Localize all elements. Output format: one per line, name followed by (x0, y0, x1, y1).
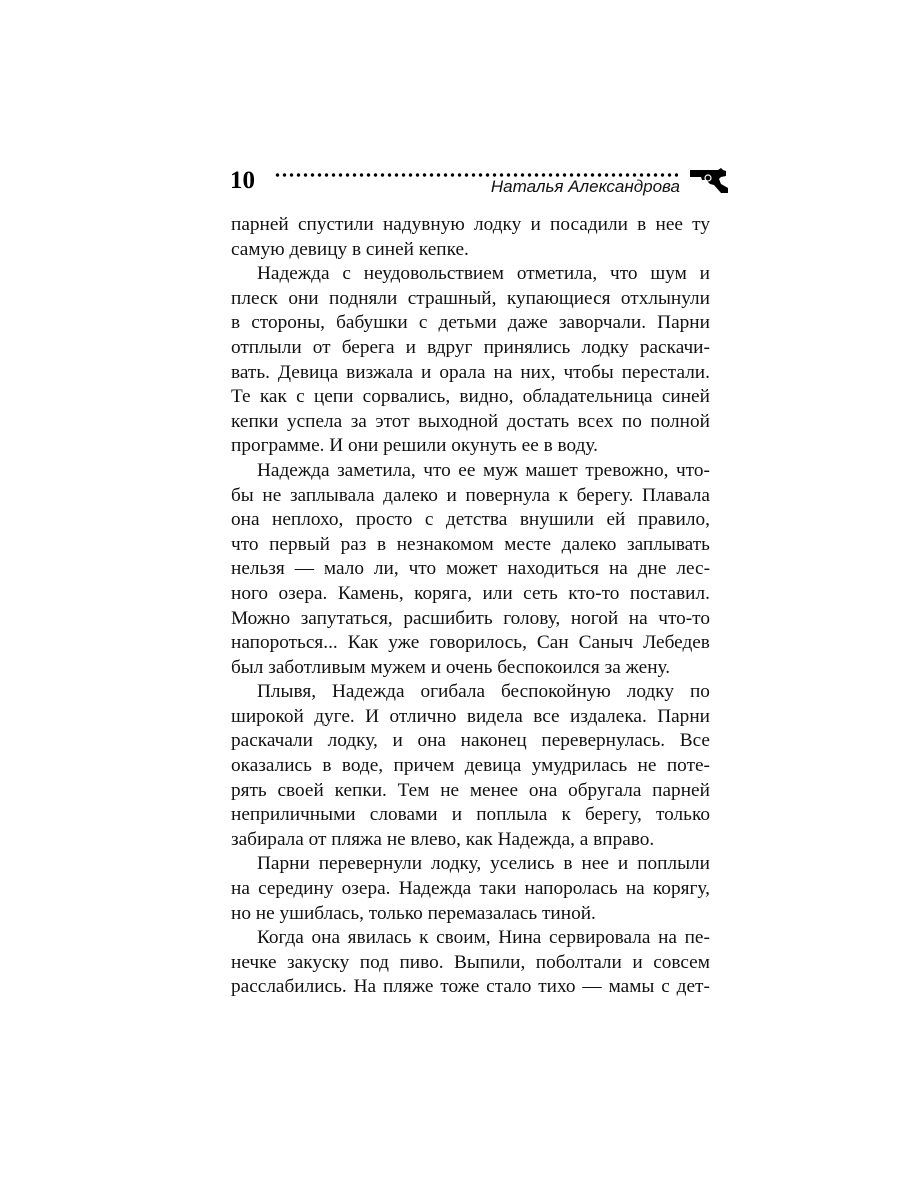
text-line: Когда она явилась к своим, Нина сервировала на пе- (257, 927, 710, 949)
text-line: Можно запутаться, расшибить голову, ногой на что-то (231, 607, 710, 629)
text-line: но не ушиблась, только перемазалась тиной. (231, 902, 596, 924)
text-line: оказались в воде, причем девица умудрилась не поте- (231, 755, 710, 777)
text-line: Парни перевернули лодку, уселись в нее и поплыли (257, 853, 710, 875)
text-line: плеск они подняли страшный, купающиеся отхлынули (231, 287, 710, 309)
revolver-icon (688, 167, 730, 195)
text-line: вать. Девица визжала и орала на них, чтобы перестали. (231, 361, 710, 383)
paragraph (231, 459, 710, 680)
text-line: рять своей кепки. Тем не менее она обругала парней (231, 779, 710, 801)
text-line: неприличными словами и поплыла к берегу, только (231, 804, 710, 826)
text-line: расслабились. На пляже тоже стало тихо — мамы с дет- (231, 976, 710, 998)
text-line: она неплохо, просто с детства внушили ей правило, (231, 509, 710, 531)
text-line: Те как с цепи сорвались, видно, обладательница синей (231, 386, 710, 408)
text-line: был заботливым мужем и очень беспокоился за жену. (231, 656, 671, 678)
text-line: бы не заплывала далеко и повернула к берегу. Плавала (231, 484, 710, 506)
text-line: в стороны, бабушки с детьми даже заворчали. Парни (231, 312, 710, 334)
text-line: на середину озера. Надежда таки напоролась на корягу, (231, 878, 710, 900)
text-line: нельзя — мало ли, что может находиться на дне лес- (231, 558, 710, 580)
text-line: Плывя, Надежда огибала беспокойную лодку по (257, 681, 710, 703)
paragraph (231, 852, 710, 926)
text-line: Надежда заметила, что ее муж машет тревожно, что- (257, 459, 710, 481)
text-line: программе. И они решили окунуть ее в воду. (231, 435, 598, 457)
paragraph (231, 680, 710, 852)
text-line: кепки успела за этот выходной достать всех по полной (231, 410, 710, 432)
running-header (230, 163, 730, 203)
text-line: нечке закуску под пиво. Выпили, поболтали и совсем (231, 951, 710, 973)
text-line: забирала от пляжа не влево, как Надежда, а вправо. (231, 828, 655, 850)
body-text (231, 213, 710, 1000)
text-line: напороться... Как уже говорилось, Сан Саныч Лебедев (231, 632, 710, 654)
paragraph (231, 926, 710, 1000)
paragraph (231, 213, 710, 262)
text-line: самую девицу в синей кепке. (231, 238, 469, 260)
text-line: парней спустили надувную лодку и посадили в нее ту (231, 214, 710, 235)
page-number: 10 (230, 167, 255, 194)
text-line: широкой дуге. И отлично видела все издалека. Парни (231, 705, 710, 727)
text-line: отплыли от берега и вдруг принялись лодку раскачи- (231, 336, 710, 358)
text-line: ного озера. Камень, коряга, или сеть кто-то поставил. (231, 582, 710, 604)
text-line: Надежда с неудовольствием отметила, что шум и (257, 263, 710, 285)
text-line: раскачали лодку, и она наконец перевернулась. Все (231, 730, 710, 752)
running-head-author: Наталья Александрова (490, 177, 680, 196)
paragraph (231, 262, 710, 459)
text-line: что первый раз в незнакомом месте далеко заплывать (231, 533, 710, 555)
